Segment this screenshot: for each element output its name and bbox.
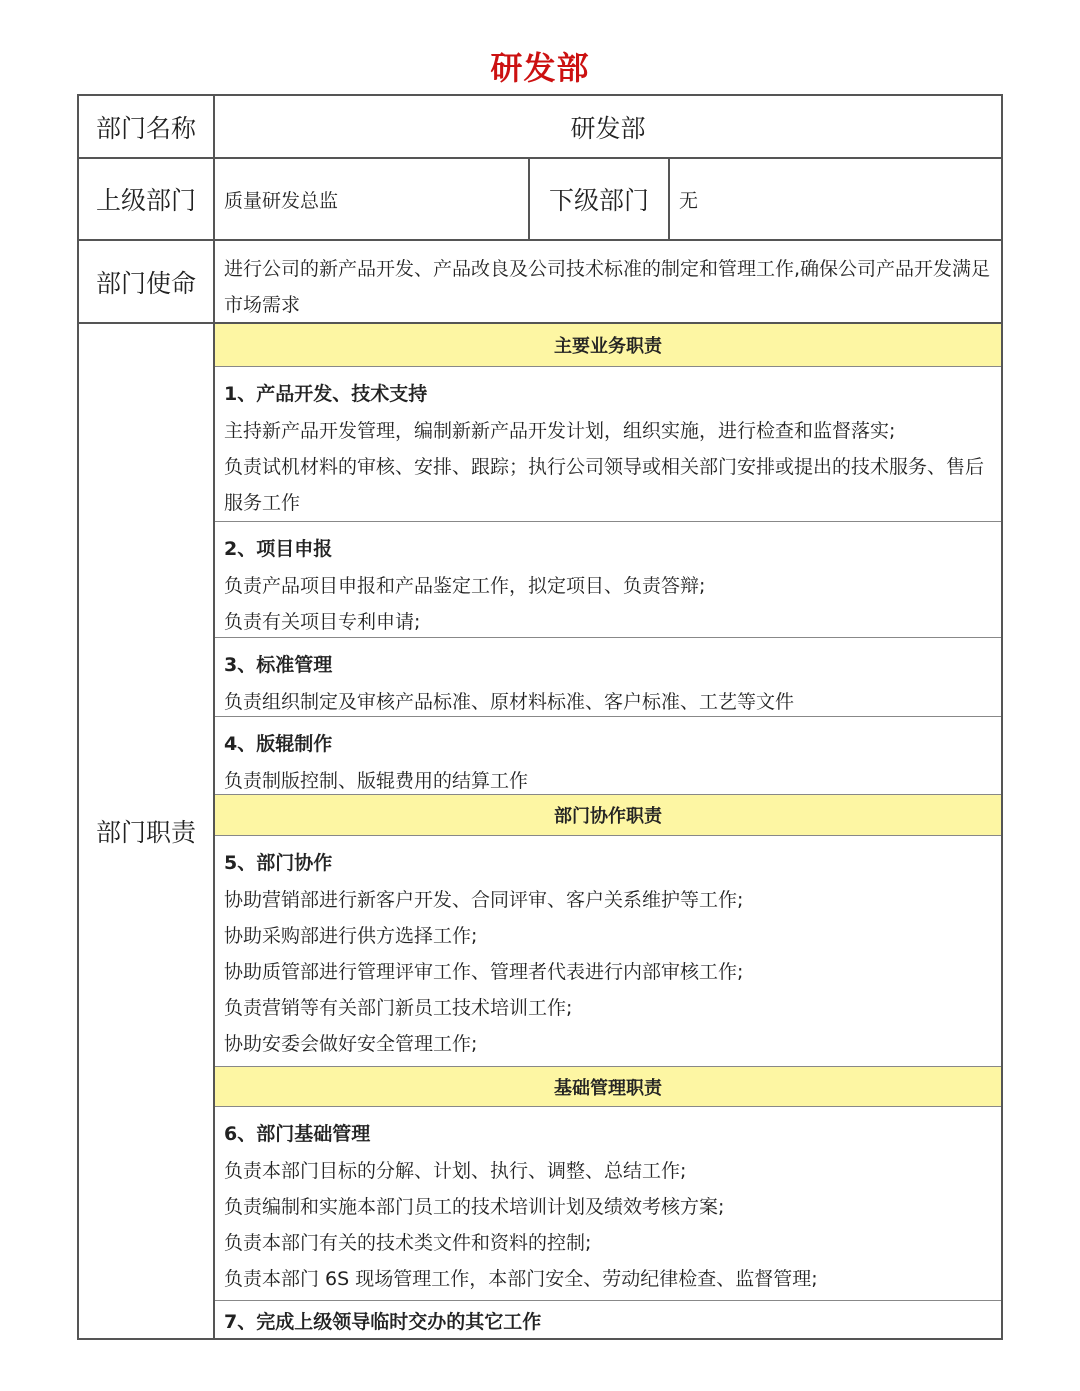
duty-section [215,1301,1001,1338]
child-dept-value: 无 [679,189,699,212]
mission-label: 部门使命 [95,268,196,298]
parent-dept-value: 质量研发总监 [224,189,339,212]
dept-name-value: 研发部 [570,113,646,143]
section-line: 主持新产品开发管理，编制新新产品开发计划，组织实施，进行检查和监督落实; [224,420,896,442]
duty-section [215,367,1001,521]
child-dept-label: 下级部门 [548,186,649,215]
duty-label: 部门职责 [95,818,196,847]
section-line: 负责有关项目专利申请; [224,611,421,633]
duty-section [215,836,1001,1066]
band-coop-duties: 部门协作职责 [215,795,1001,835]
section-line: 负责本部门有关的技术类文件和资料的控制; [224,1232,592,1254]
section-line: 负责制版控制、版辊费用的结算工作 [224,770,529,792]
parent-dept-label: 上级部门 [95,186,196,215]
section-heading: 7、完成上级领导临时交办的其它工作 [224,1311,542,1333]
duty-section [215,717,1001,794]
section-heading: 6、部门基础管理 [224,1123,371,1145]
dept-name-label: 部门名称 [95,113,196,143]
page-title: 研发部 [490,49,590,87]
section-line: 负责产品项目申报和产品鉴定工作，拟定项目、负责答辩; [224,575,706,597]
section-line: 负责本部门目标的分解、计划、执行、调整、总结工作; [224,1160,687,1182]
band-base-duties: 基础管理职责 [215,1067,1001,1106]
band-main-duties: 主要业务职责 [215,324,1001,366]
section-line: 负责组织制定及审核产品标准、原材料标准、客户标准、工艺等文件 [224,691,795,713]
section-line: 负责营销等有关部门新员工技术培训工作; [224,997,573,1019]
section-heading: 5、部门协作 [224,852,333,874]
section-heading: 2、项目申报 [224,538,333,560]
section-line: 协助质管部进行管理评审工作、管理者代表进行内部审核工作; [224,961,744,983]
department-table [77,94,1003,1340]
section-line: 协助安委会做好安全管理工作; [224,1033,478,1055]
section-line: 负责编制和实施本部门员工的技术培训计划及绩效考核方案; [224,1196,725,1218]
section-line: 协助采购部进行供方选择工作; [224,925,478,947]
section-line: 负责试机材料的审核、安排、跟踪；执行公司领导或相关部门安排或提出的技术服务、售后服务工作 [224,456,985,514]
duty-section [215,638,1001,716]
section-heading: 1、产品开发、技术支持 [224,383,428,405]
duty-section [215,1107,1001,1301]
section-heading: 3、标准管理 [224,654,333,676]
section-heading: 4、版辊制作 [224,733,333,755]
section-line: 负责本部门 6S 现场管理工作，本部门安全、劳动纪律检查、监督管理; [224,1268,818,1290]
mission-text: 进行公司的新产品开发、产品改良及公司技术标准的制定和管理工作,确保公司产品开发满足市场需求 [224,258,991,316]
section-line: 协助营销部进行新客户开发、合同评审、客户关系维护等工作; [224,889,744,911]
duty-section [215,522,1001,637]
